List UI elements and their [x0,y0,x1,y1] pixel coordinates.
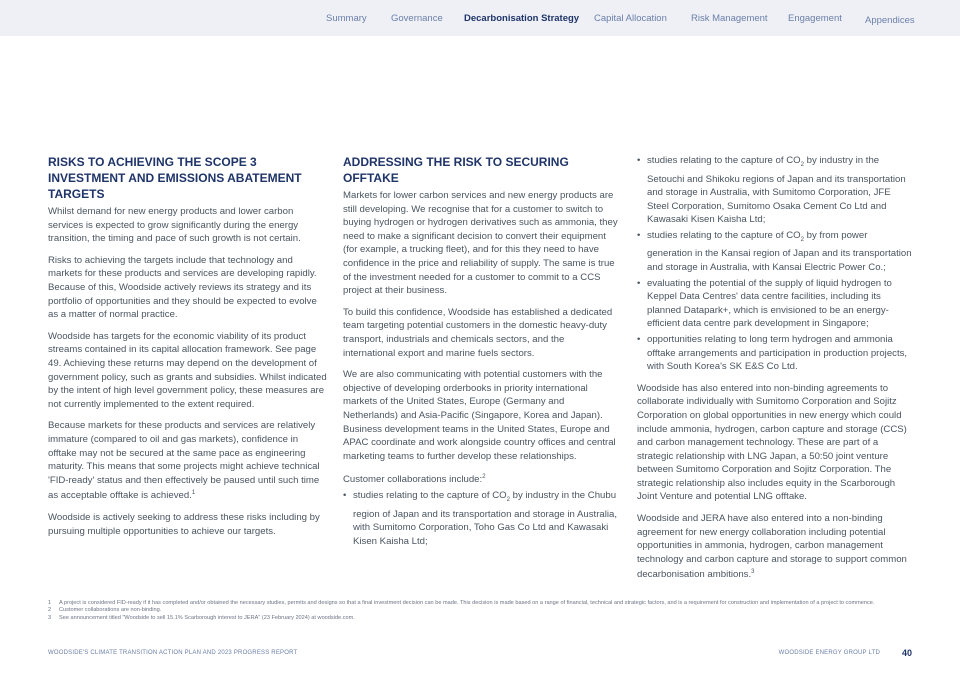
bullet-text: opportunities relating to long term hydrogen and ammonia offtake arrangements and participation in production projects, with South Korea's SK E&S Co Ltd. [647,333,908,373]
collaborations-paragraph-1: Woodside has also entered into non-binding agreements to collaborate individually with Sumitomo Corporation and Sojitz Corporation on global opportunities in new energy which could include ammonia, hydrogen, carbon capture and storage (CCS) and carbon management technology. These are part of a strategic relationship with LNG Japan, a 50:50 joint venture between Sumitomo Corporation and Sojitz Corporation. The strategic relationship also includes equity in the Scarborough Joint Venture and potential LNG offtake. [637,382,907,503]
column-risks [48,154,328,546]
footnote-number: 2 [48,607,52,614]
jera-text: Woodside and JERA have also entered into a non-binding agreement for new energy collaboration including potential opportunities in ammonia, hydrogen, carbon management technology and carbon capture and storage to support common decarbonisation ambitions. [637,513,907,581]
risks-paragraph-3: Woodside has targets for the economic viability of its product streams contained in its capital allocation framework. See page 49. Achieving these returns may depend on the development of government policy, such as grants and subsidies. Whilst indicated by the intent of high level government policy, these measures are not currently implemented to the extent required. [48,330,327,410]
bullet-text: evaluating the potential of the supply of liquid hydrogen to Keppel Data Centres' data centre facilities, including its planned Datapark+, which is envisioned to be an energy-efficient data centre park development in Singapore; [647,277,892,330]
list-item [343,489,619,548]
risks-paragraph-4-text: Because markets for these products and services are relatively immature (compared to oil and gas markets), confidence in offtake may not be secured at the same pace as engineering maturity. This means that some projects might achieve technical 'FID-ready' status and then effectively be paused until such time as acceptable offtake is achieved. [48,420,320,502]
nav-decarbonisation-strategy[interactable]: Decarbonisation Strategy [464,13,580,24]
nav-risk-management[interactable]: Risk Management [691,13,768,24]
footnote-text: See announcement titled "Woodside to sell 15.1% Scarborough interest to JERA" (23 February 2024) at woodside.com. [59,614,355,621]
list-item [637,333,912,374]
bullet-text: studies relating to the capture of CO [647,229,801,241]
collaborations-list-continued [637,154,912,374]
risks-paragraph-2: Risks to achieving the targets include that technology and markets for these products and services are developing rapidly. Because of this, Woodside actively reviews its strategy and its portfolio of opportunities and they should be expected to evolve as a matter of normal practice. [48,254,317,321]
subscript: 2 [800,236,804,243]
nav-appendices[interactable]: Appendices [865,15,915,26]
bullet-text: by from power generation in the Kansai region of Japan and its transportation and storage in Australia, with Kansai Electric Power Co.; [647,229,912,273]
footnotes [48,600,908,622]
offtake-heading: ADDRESSING THE RISK TO SECURING OFFTAKE [343,155,569,185]
risks-paragraph-5: Woodside is actively seeking to address these risks including by pursuing multiple opportunities to achieve our targets. [48,512,320,537]
footnote-1 [48,600,908,607]
top-navigation [0,0,960,36]
footnote-ref-3: 3 [751,569,755,576]
footnote-number: 1 [48,600,52,606]
footnote-number: 3 [48,614,52,621]
footnote-3 [48,615,908,622]
offtake-paragraph-3: We are also communicating with potential customers with the objective of developing orderbooks in priority international markets of the United States, Europe (Germany and Netherlands) and Asia-Pacific (Singapore, Korea and Japan). Business development teams in the United States, Europe and APAC coordinate and work alongside country offices and central marketing teams to further develop these relationships. [343,369,616,462]
bullet-text: studies relating to the capture of CO [353,490,507,502]
risks-paragraph-1: Whilst demand for new energy products and lower carbon services is expected to grow significantly during the energy transition, the timing and pace of such growth is not certain. [48,206,301,245]
customer-collaborations-text: Customer collaborations include: [343,474,483,486]
footnote-ref-1: 1 [191,490,196,497]
footer-report-title: WOODSIDE'S CLIMATE TRANSITION ACTION PLAN AND 2023 PROGRESS REPORT [48,650,298,656]
footer-company-name: WOODSIDE ENERGY GROUP LTD [778,650,880,656]
footnote-text: Customer collaborations are non-binding. [59,607,162,614]
footnote-ref-2: 2 [482,474,486,481]
nav-capital-allocation[interactable]: Capital Allocation [594,13,667,24]
column-offtake [343,154,619,556]
nav-governance[interactable]: Governance [391,13,443,24]
footnote-text: A project is considered FID-ready if it has completed and/or obtained the necessary studies, permits and designs so that a final investment decision can be made. This decision is made based on a range of financial, technical and strategic factors, and is a requirement for construction and implementation of a project to commence. [59,600,875,606]
page-number: 40 [902,648,913,658]
collaborations-list [343,489,619,548]
footnote-2 [48,607,908,614]
risks-paragraph-4 [48,419,328,503]
column-collaborations [637,154,912,590]
list-item [637,154,912,227]
list-item [637,229,912,275]
nav-summary[interactable]: Summary [326,13,367,24]
risks-heading: RISKS TO ACHIEVING THE SCOPE 3 INVESTMENT AND EMISSIONS ABATEMENT TARGETS [48,155,302,201]
offtake-paragraph-2: To build this confidence, Woodside has established a dedicated team targeting potential customers in the domestic heavy-duty transport, industrials and chemicals sectors, and the international export and marine fuels sectors. [343,306,613,359]
collaborations-paragraph-2 [637,512,912,582]
offtake-paragraph-1: Markets for lower carbon services and new energy products are still developing. We recognise that for a customer to switch to buying hydrogen or hydrogen derivatives such as ammonia, they need to make a significant decision to convert their equipment (for example, a trucking fleet), and for this they need to have confidence in the price and reliability of supply. The same is true of the investment needed for a customer to commit to a CCS project at their business. [343,190,618,297]
bullet-text: by industry in the Setouchi and Shikoku regions of Japan and its transportation and storage in Australia, with Sumitomo Corporation, JFE Steel Corporation, Sumitomo Osaka Cement Co Ltd and Kawasaki Kisen Kaisha Ltd; [647,155,906,226]
nav-engagement[interactable]: Engagement [788,13,842,24]
bullet-text: by industry in the Chubu region of Japan and its transportation and storage in Australia, with Sumitomo Corporation, Toho Gas Co Ltd and Kawasaki Kisen Kaisha Ltd; [353,490,617,547]
offtake-paragraph-4 [343,471,619,487]
subscript: 2 [800,161,804,168]
bullet-text: studies relating to the capture of CO [647,155,801,166]
subscript: 2 [506,496,510,503]
list-item [637,277,912,331]
